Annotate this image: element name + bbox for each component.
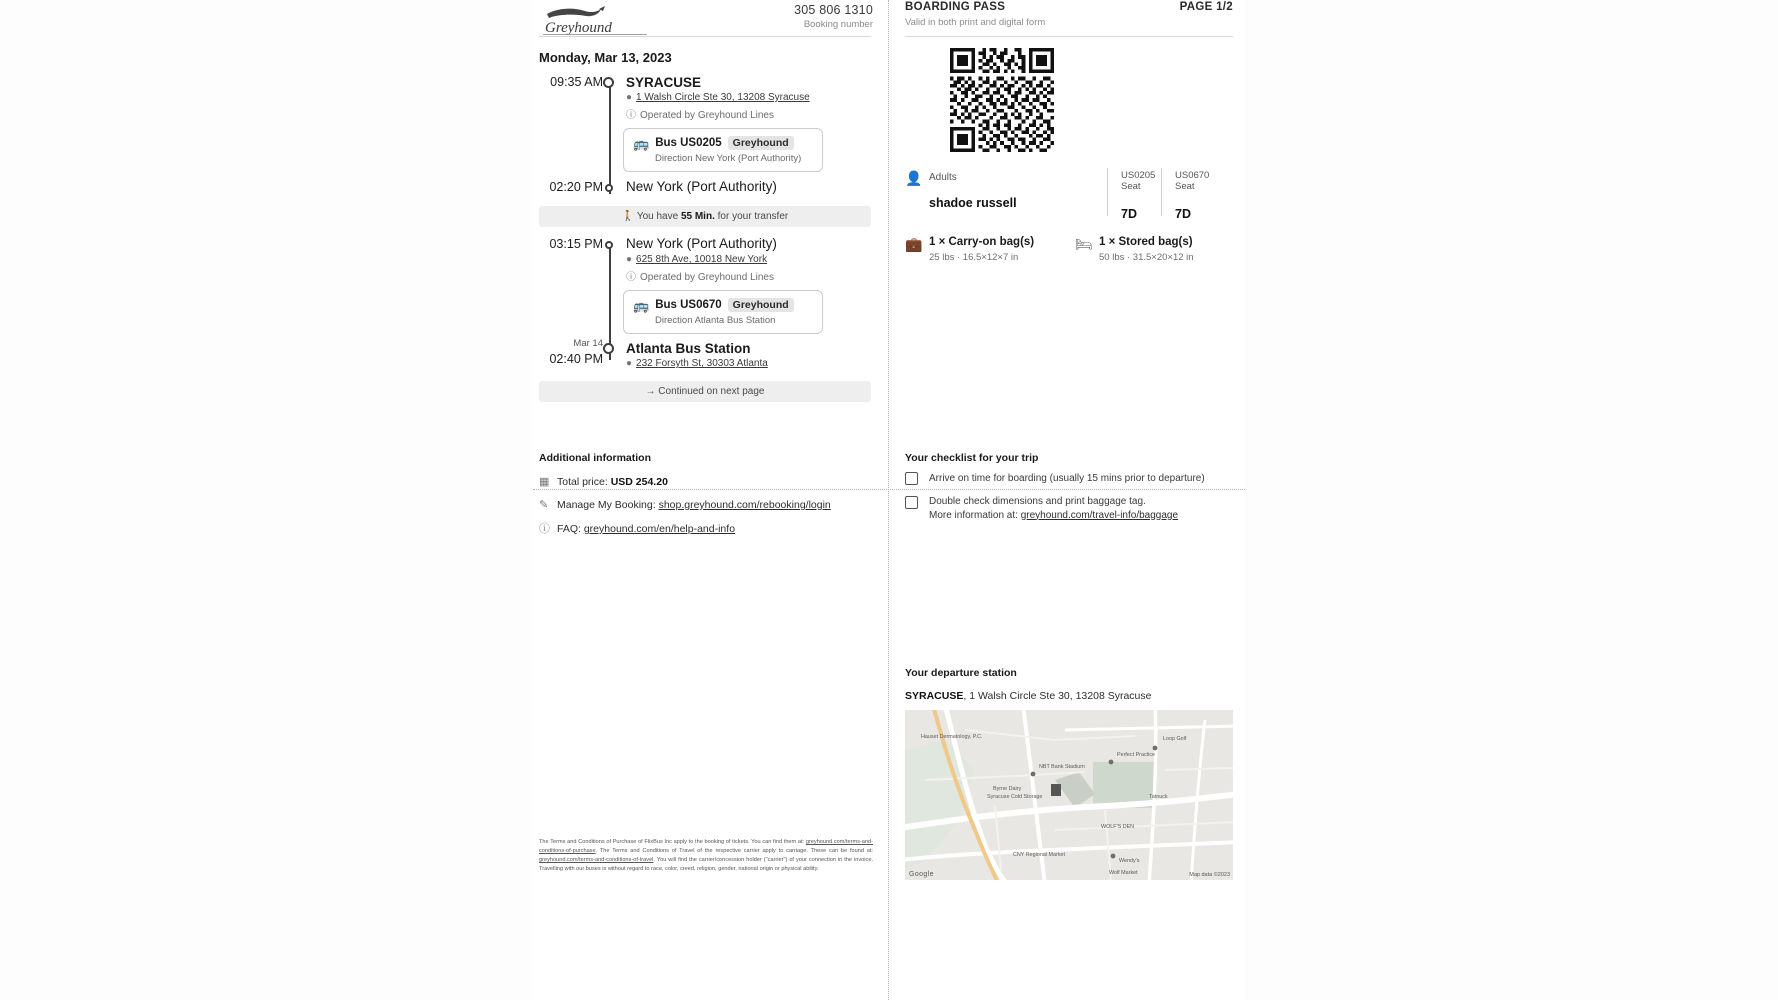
page-indicator: PAGE 1/2 [1179, 1, 1233, 13]
bus-icon: 🚌 [633, 135, 650, 151]
departure-station-title: Your departure station [905, 667, 1017, 679]
leg2-bus-number: Bus US0670 [655, 299, 722, 311]
location-pin-icon: ● [626, 358, 633, 369]
leg2-departure-station: New York (Port Authority) [626, 236, 777, 251]
travel-date: Monday, Mar 13, 2023 [539, 50, 672, 65]
leg1-departure-station: SYRACUSE [626, 75, 702, 90]
svg-text:Wendy's: Wendy's [1119, 858, 1140, 864]
map-attribution: Map data ©2023 [1189, 872, 1230, 878]
leg1-departure-address-text[interactable]: 1 Walsh Circle Ste 30, 13208 Syracuse [636, 92, 810, 103]
carryon-bag-details: 25 lbs · 16.5×12×7 in [929, 252, 1019, 263]
leg1-carrier-chip: Greyhound [728, 136, 794, 150]
section-divider [533, 489, 1245, 490]
departure-station-name: SYRACUSE [905, 690, 964, 702]
leg2-carrier-chip: Greyhound [728, 298, 794, 312]
checklist-title: Your checklist for your trip [905, 452, 1039, 464]
header-rule-right [905, 36, 1233, 37]
location-pin-icon: ● [626, 92, 633, 103]
leg2-departure-time: 03:15 PM [549, 237, 603, 251]
terms-line-2-pre: at: [797, 839, 806, 845]
leg1-arrival-dot [605, 184, 613, 192]
terms-line-3-pre: respective carrier apply to carriage. These can be found at: [715, 847, 873, 854]
seat-label-2: Seat [1175, 181, 1195, 192]
svg-text:Syracuse Cold Storage: Syracuse Cold Storage [987, 794, 1043, 800]
leg1-direction: Direction New York (Port Authority) [655, 153, 802, 164]
departure-station-map[interactable] [905, 710, 1233, 880]
terms-line-4: . You will find the carrier/concession holder ("carrier") of your connection in the invoice. Travelling [539, 856, 873, 872]
leg1-bus-number: Bus US0205 [655, 137, 722, 149]
svg-text:NBT Bank Stadium: NBT Bank Stadium [1039, 764, 1085, 770]
booking-number-caption: Booking number [803, 19, 873, 30]
transfer-suffix: for your transfer [714, 211, 789, 222]
terms-line-2-post: . The Terms and Conditions of Travel of the [595, 847, 713, 854]
manage-booking-row [539, 498, 831, 511]
seat-number-1: 7D [1121, 207, 1137, 221]
seat-block-1 [1121, 170, 1155, 221]
leg2-direction: Direction Atlanta Bus Station [655, 315, 776, 326]
info-icon: ⓘ [626, 110, 636, 121]
leg2-operator-text: Operated by Greyhound Lines [640, 272, 774, 283]
total-price-row [539, 475, 668, 488]
checklist-checkbox-2[interactable] [905, 496, 918, 509]
checklist-item-2-text: Double check dimensions and print baggage tag. [929, 496, 1146, 507]
checklist-item-2-text2: More information at: [929, 509, 1021, 521]
leg2-arrival-time: 02:40 PM [549, 352, 603, 366]
transfer-duration: 55 Min. [680, 211, 715, 222]
booking-number: 305 806 1310 [794, 3, 873, 17]
qr-code [943, 48, 1061, 152]
boarding-pass-note: Valid in both print and digital form [905, 17, 1046, 28]
leg2-arrival-date: Mar 14 [573, 338, 603, 349]
leg1-operator-text: Operated by Greyhound Lines [640, 110, 774, 121]
leg2-arrival-address-text[interactable]: 232 Forsyth St, 30303 Atlanta [636, 358, 768, 369]
svg-text:Byrne Dairy: Byrne Dairy [993, 786, 1022, 792]
departure-station-address [905, 690, 1151, 702]
header-rule-left [539, 36, 871, 37]
ticket-sheet [533, 0, 1245, 1000]
continued-text: Continued on next page [658, 386, 765, 397]
baggage-info-link[interactable]: greyhound.com/travel-info/baggage [1020, 509, 1179, 521]
manage-booking-link[interactable]: shop.greyhound.com/rebooking/login [658, 499, 831, 511]
leg1-bus-card [623, 128, 823, 172]
svg-text:Tatnuck: Tatnuck [1149, 794, 1168, 800]
total-price-value: USD 254.20 [610, 476, 668, 488]
stored-bag-title: 1 × Stored bag(s) [1099, 236, 1193, 248]
transfer-prefix: You have [636, 211, 681, 222]
faq-label: FAQ: [557, 523, 584, 535]
timeline-rail-leg1 [609, 82, 611, 194]
svg-text:Greyhound: Greyhound [545, 20, 612, 36]
leg1-arrival-time: 02:20 PM [549, 180, 603, 194]
leg2-departure-dot [605, 241, 613, 249]
additional-information-title: Additional information [539, 452, 651, 464]
total-price-label: Total price: [557, 476, 611, 488]
svg-text:CNY Regional Market: CNY Regional Market [1013, 852, 1066, 858]
seat-service-2: US0670 [1175, 170, 1210, 181]
leg2-arrival-address [626, 358, 768, 369]
seat-block-2 [1175, 170, 1209, 221]
faq-link[interactable]: greyhound.com/en/help-and-info [583, 523, 736, 535]
greyhound-logo [539, 2, 664, 36]
map-provider-logo: Google [909, 871, 934, 878]
departure-station-street: , 1 Walsh Circle Ste 30, 13208 Syracuse [963, 690, 1152, 702]
leg1-departure-time: 09:35 AM [550, 75, 603, 89]
svg-text:Hauset Dermatology, P.C.: Hauset Dermatology, P.C. [921, 734, 983, 740]
checklist-checkbox-1[interactable] [905, 472, 918, 485]
faq-row [539, 520, 735, 536]
leg1-arrival-station: New York (Port Authority) [626, 179, 777, 194]
manage-booking-label: Manage My Booking: [557, 499, 659, 511]
leg2-arrival-station: Atlanta Bus Station [626, 341, 751, 356]
svg-text:WOLF'S DEN: WOLF'S DEN [1101, 824, 1135, 830]
continued-banner [539, 381, 871, 402]
terms-travel-link[interactable]: greyhound.com/terms-and-conditions-of-travel [539, 856, 654, 863]
question-icon: ⓘ [539, 523, 550, 535]
transfer-banner [539, 206, 871, 227]
terms-and-conditions [539, 838, 873, 874]
booking-info [693, 3, 873, 30]
terms-purchase-link[interactable]: greyhound.com/terms-and-conditions-of-purchase [539, 839, 873, 854]
arrow-right-icon: → [645, 386, 656, 397]
bus-icon: 🚌 [633, 297, 650, 313]
svg-text:Loop Golf: Loop Golf [1163, 736, 1187, 742]
stored-bag-details: 50 lbs · 31.5×20×12 in [1099, 252, 1194, 263]
stored-bag-icon: 🛏 [1075, 236, 1093, 252]
checklist-item-1-text: Arrive on time for boarding (usually 15 mins prior to departure) [929, 473, 1205, 484]
carryon-bag-icon: 💼 [905, 236, 923, 252]
seat-service-1: US0205 [1121, 170, 1156, 181]
checklist-item-2 [929, 495, 1229, 522]
terms-line-5: with our buses is without regard to race, color, creed, religion, gender, national origin or physical ability. [564, 865, 819, 872]
boarding-pass-title: BOARDING PASS [905, 1, 1006, 13]
leg2-operator [626, 268, 774, 283]
passenger-icon: 👤 [905, 170, 923, 186]
svg-text:Perfect Practice: Perfect Practice [1117, 752, 1156, 758]
passenger-type-label: Adults [929, 172, 957, 183]
column-divider [888, 0, 890, 1000]
passenger-name: shadoe russell [929, 196, 1017, 210]
terms-line-1: The Terms and Conditions of Purchase of FlixBus Inc apply to the booking of tickets. You can find them [539, 839, 797, 845]
svg-text:Wolf Market: Wolf Market [1109, 870, 1138, 876]
leg2-departure-address-text[interactable]: 625 8th Ave, 10018 New York [636, 254, 768, 265]
carryon-bag-title: 1 × Carry-on bag(s) [929, 236, 1035, 248]
seat-label-1: Seat [1121, 181, 1141, 192]
leg1-departure-address [626, 92, 810, 103]
edit-icon: ✎ [539, 499, 549, 511]
location-pin-icon: ● [626, 254, 633, 265]
info-icon: ⓘ [626, 272, 636, 283]
leg2-bus-card [623, 290, 823, 334]
leg2-departure-address [626, 254, 767, 265]
seat-separator-2 [1161, 168, 1162, 216]
leg2-arrival-dot [603, 343, 614, 354]
seat-separator-1 [1107, 168, 1108, 216]
walk-icon: 🚶 [621, 211, 635, 222]
seat-number-2: 7D [1175, 207, 1191, 221]
price-tag-icon: ▦ [539, 476, 550, 488]
leg1-departure-dot [603, 77, 614, 88]
leg1-operator [626, 106, 774, 121]
